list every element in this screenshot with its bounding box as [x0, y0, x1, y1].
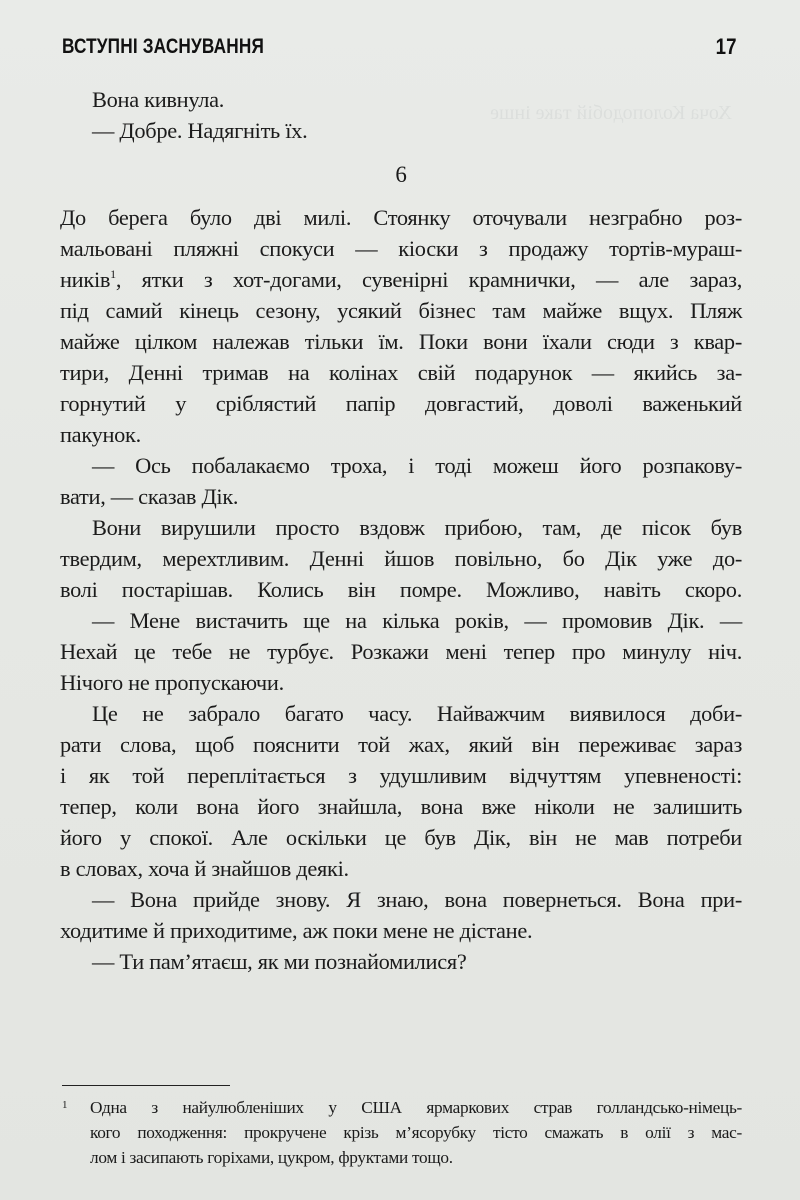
text-line: в словах, хоча й знайшов деякі. [60, 856, 349, 881]
text-line: твердим, мерехтливим. Денні йшов повільно, бо Дік уже до- [60, 546, 742, 571]
footnote-separator [62, 1085, 230, 1086]
text-line: мальовані пляжні спокуси — кіоски з продажу тортів-мураш- [60, 236, 742, 261]
text-line: — Мене вистачить ще на кілька років, — промовив Дік. — [92, 608, 742, 633]
text-line: Нічого не пропускаючи. [60, 670, 284, 695]
text-line: — Добре. Надягніть їх. [92, 118, 308, 143]
paragraph [60, 698, 742, 884]
text-line: Нехай це тебе не турбує. Розкажи мені тепер про минулу ніч. [60, 639, 742, 664]
footnote-line: лом і засипають горіхами, цукром, фруктами тощо. [90, 1148, 453, 1167]
text-line: під самий кінець сезону, усякий бізнес там майже вщух. Пляж [60, 298, 742, 323]
page-number: 17 [715, 34, 736, 59]
paragraph [60, 884, 742, 946]
text-line: рати слова, щоб пояснити той жах, який він переживає зараз [60, 732, 742, 757]
text-line: вати, — сказав Дік. [60, 484, 239, 509]
text-line: Вона кивнула. [92, 87, 225, 112]
text-line: ходитиме й приходитиме, аж поки мене не дістане. [60, 918, 533, 943]
bleed-through-text: Хоча Колоподобій таке інше [490, 102, 732, 124]
footnote-reference[interactable]: 1 [110, 267, 116, 281]
paragraph [60, 84, 742, 115]
text-line: горнутий у сріблястий папір довгастий, доволі важенький [60, 391, 742, 416]
text-line: — Ти пам’ятаєш, як ми познайомилися? [92, 949, 467, 974]
text-line: волі постарішав. Колись він помре. Можливо, навіть скоро. [60, 577, 742, 602]
text-line: Це не забрало багато часу. Найважчим виявилося доби- [92, 701, 742, 726]
section-number: 6 [395, 162, 407, 187]
footnote-line: Одна з найулюбленіших у США ярмаркових страв голландсько-німець- [90, 1098, 742, 1117]
text-line-with-footnote [60, 264, 742, 295]
footnote [62, 1095, 742, 1170]
footnote-line: кого походження: прокручене крізь м’ясорубку тісто смажать в олії з мас- [90, 1123, 742, 1142]
text-line: До берега було дві милі. Стоянку оточували незграбно роз- [60, 205, 742, 230]
paragraph [60, 512, 742, 605]
paragraph [60, 115, 742, 146]
running-title: ВСТУПНІ ЗАСНУВАННЯ [62, 35, 265, 58]
text-line: його у спокої. Але оскільки це був Дік, він не мав потреби [60, 825, 742, 850]
text-line: — Вона прийде знову. Я знаю, вона повернеться. Вона при- [92, 887, 742, 912]
paragraph [60, 450, 742, 512]
body-text [60, 84, 742, 977]
paragraph [60, 605, 742, 698]
text-line: — Ось побалакаємо троха, і тоді можеш його розпакову- [92, 453, 742, 478]
text-line: пакунок. [60, 422, 141, 447]
text-line: майже цілком належав тільки їм. Поки вони їхали сюди з квар- [60, 329, 742, 354]
paragraph [60, 946, 742, 977]
footnote-text [90, 1095, 742, 1170]
footnote-marker: 1 [62, 1099, 68, 1111]
running-head [62, 32, 736, 62]
text-line: тири, Денні тримав на колінах свій подарунок — якийсь за- [60, 360, 742, 385]
text-line: Вони вирушили просто вздовж прибою, там, де пісок був [92, 515, 742, 540]
text-fragment: ників [60, 267, 111, 292]
paragraph [60, 202, 742, 450]
text-line: і як той переплітається з удушливим відчуттям упевненості: [60, 763, 742, 788]
text-line: тепер, коли вона його знайшла, вона вже ніколи не залишить [60, 794, 742, 819]
text-fragment: , ятки з хот-догами, сувенірні крамнички, — але зараз, [115, 267, 742, 292]
